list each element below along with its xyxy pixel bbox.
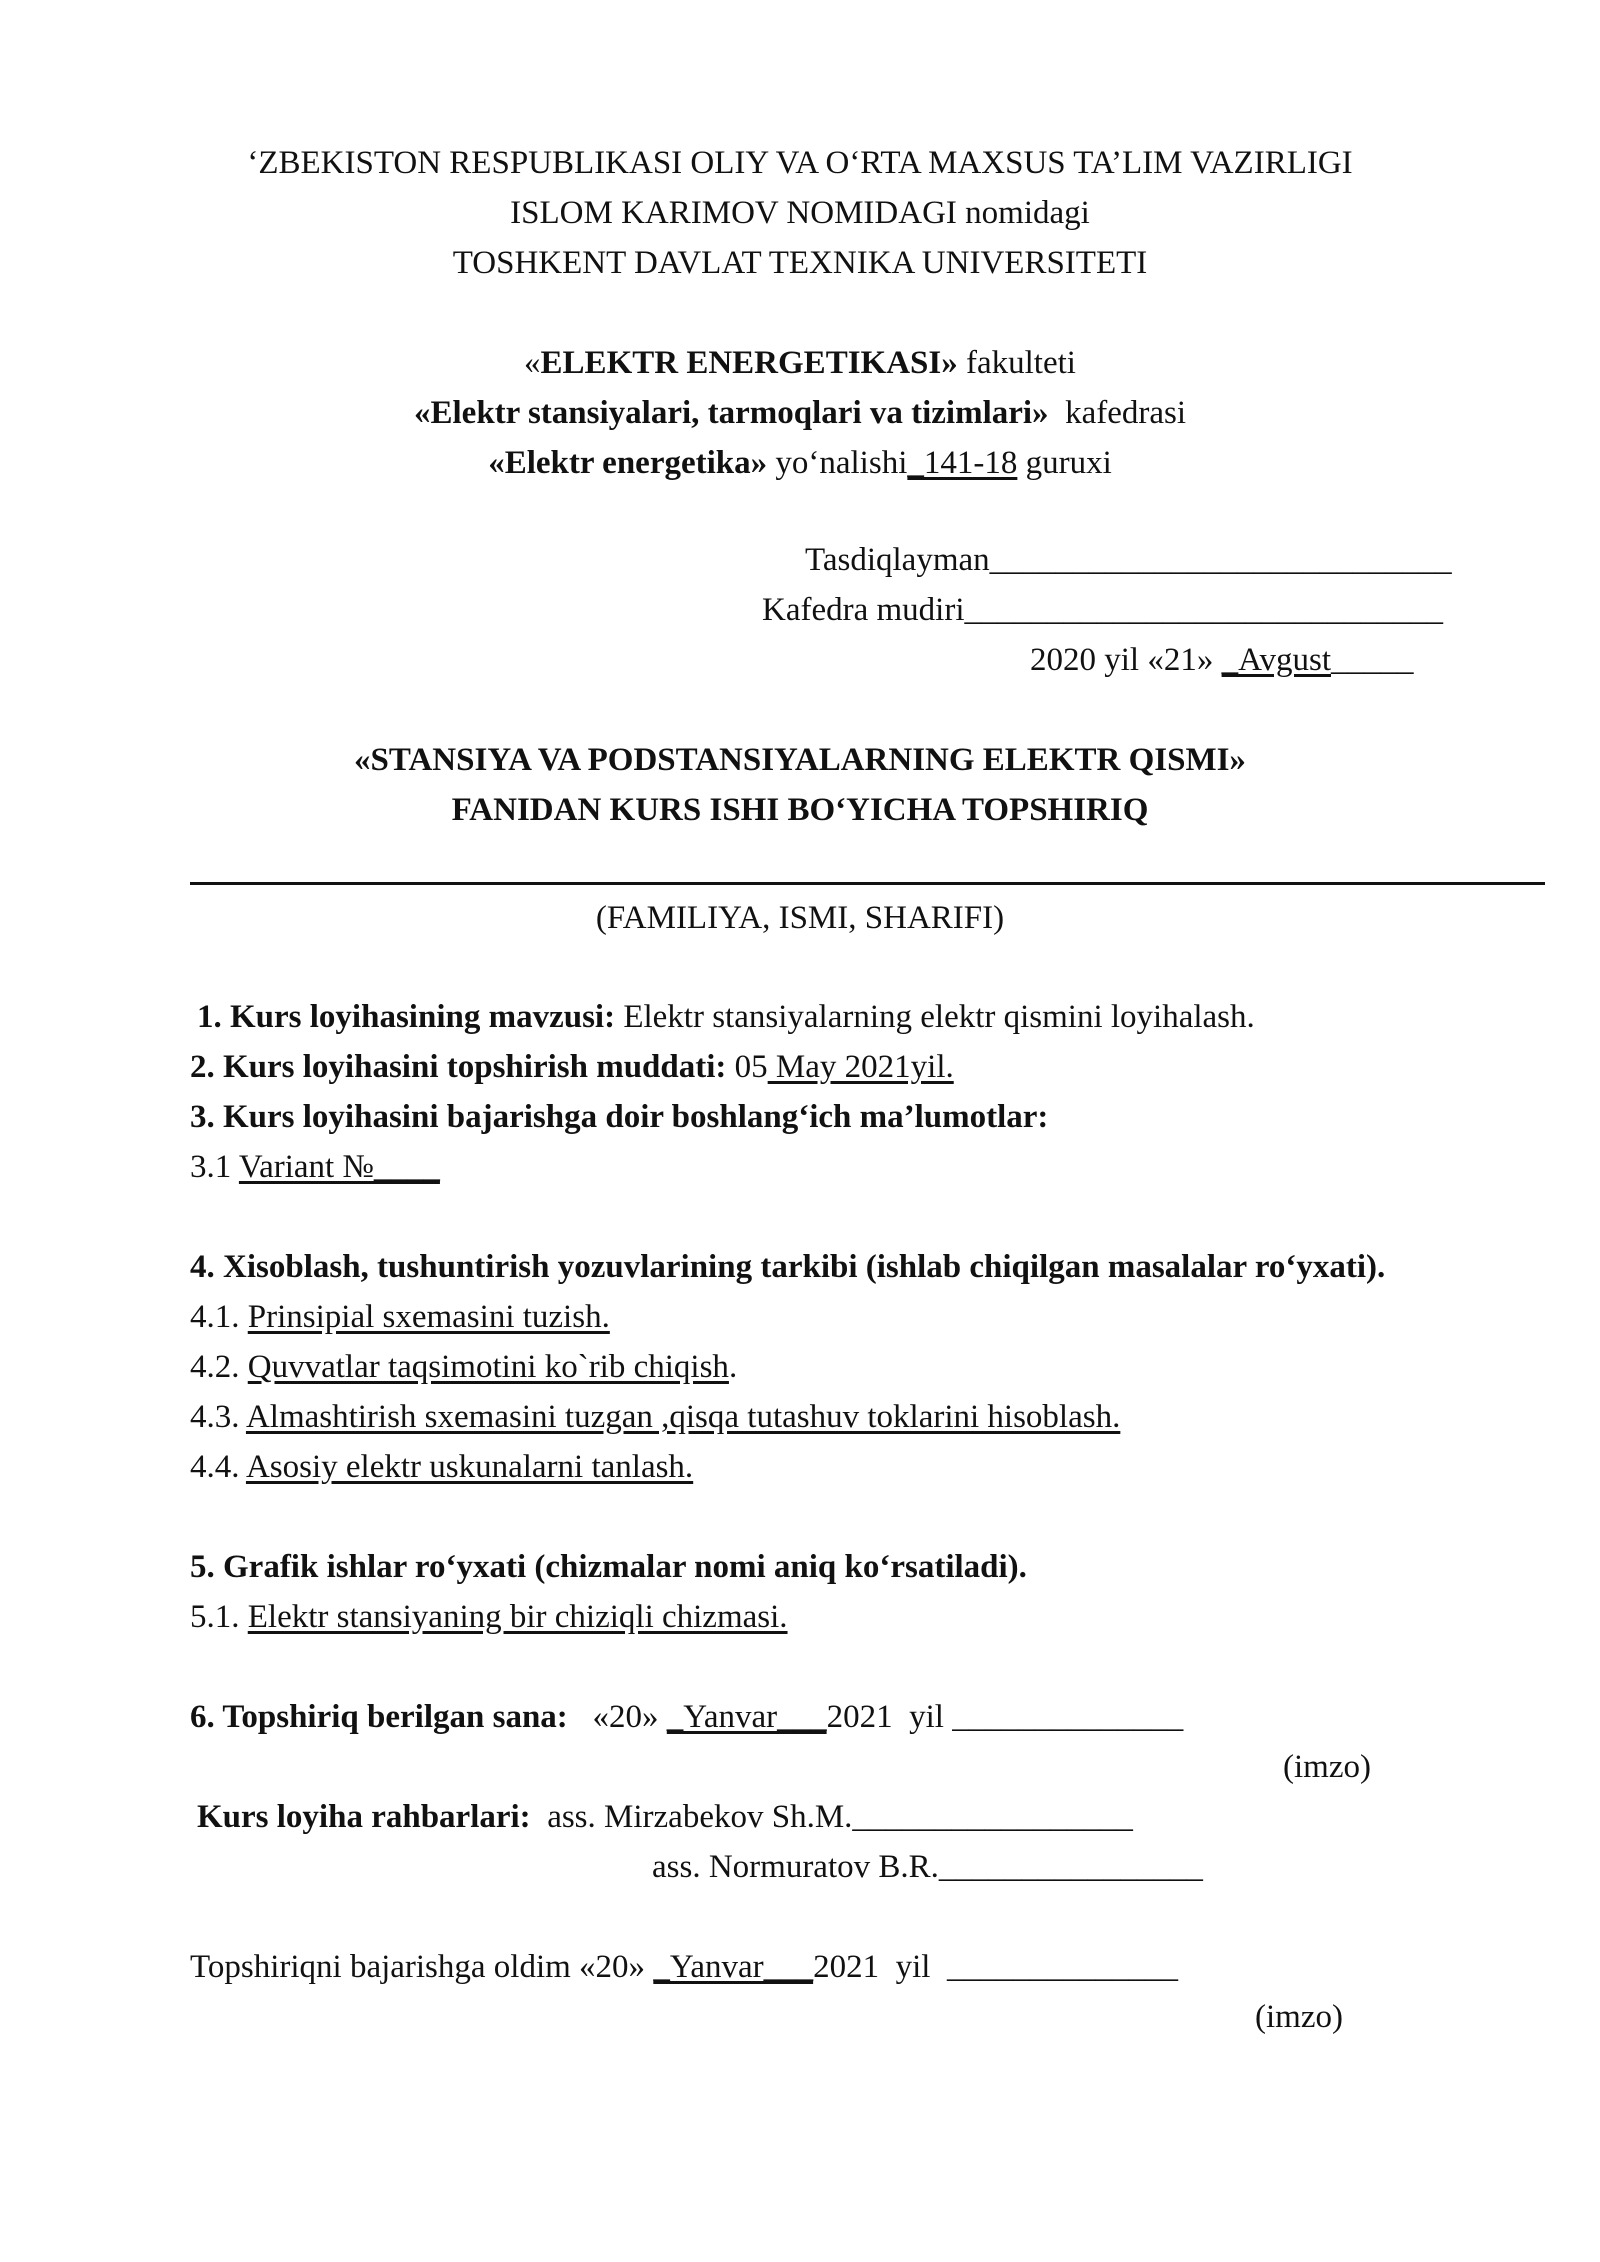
supervisors-label: Kurs loyiha rahbarlari: [197, 1799, 531, 1835]
section-5-1-text: Elektr stansiyaning bir chiziqli chizmasi. [247, 1599, 788, 1635]
approve-label: Tasdiqlayman [805, 542, 990, 578]
section-5-label: 5. Grafik ishlar ro‘yxati (chizmalar nomi aniq ko‘rsatiladi). [190, 1549, 1027, 1585]
head-signature-blank: _____________________________ [964, 592, 1443, 628]
section-6-signature-blank: ______________ [952, 1699, 1184, 1735]
list-item-text: Asosiy elektr uskunalarni tanlash. [245, 1449, 694, 1485]
list-item-number: 4.4. [190, 1449, 246, 1485]
section-2 [190, 1047, 954, 1087]
section-6-month: _Yanvar___ [666, 1699, 827, 1735]
list-item-number: 4.2. [190, 1349, 248, 1385]
approval-date [1030, 640, 1414, 680]
head-label: Kafedra mudiri [762, 592, 965, 628]
supervisor-first: ass. Mirzabekov Sh.M. [530, 1799, 853, 1835]
university-named-after: ISLOM KARIMOV NOMIDAGI nomidagi [510, 195, 1090, 231]
faculty-open-quote: « [524, 345, 541, 381]
supervisor-first-blank: _________________ [852, 1799, 1133, 1835]
acceptance-line [190, 1947, 1178, 1987]
supervisors-line [197, 1797, 1133, 1837]
list-item-text: Quvvatlar taqsimotini ko`rib chiqish [247, 1349, 729, 1385]
approval-date-prefix: 2020 yil «21» [1030, 642, 1222, 678]
section-3-1-number: 3.1 [190, 1149, 239, 1185]
section-3-1 [190, 1147, 440, 1187]
list-item-text: Prinsipial sxemasini tuzish. [247, 1299, 610, 1335]
list-item [190, 1397, 1120, 1437]
section-6-label: 6. Topshiriq berilgan sana: [190, 1699, 568, 1735]
direction-line [0, 443, 1600, 483]
section-6-day: «20» [567, 1699, 667, 1735]
section-2-label: 2. Kurs loyihasini topshirish muddati: [190, 1049, 727, 1085]
list-item-number: 4.1. [190, 1299, 248, 1335]
section-6-signature-caption: (imzo) [1283, 1749, 1371, 1785]
section-5-1-number: 5.1. [190, 1599, 248, 1635]
title-line1-text: «STANSIYA VA PODSTANSIYALARNING ELEKTR QISMI» [354, 742, 1246, 778]
document-title-line1 [0, 740, 1600, 780]
department-name: «Elektr stansiyalari, tarmoqlari va tizimlari» [414, 395, 1049, 431]
approval-date-tail: _____ [1331, 642, 1414, 678]
supervisor-second: ass. Normuratov B.R. [652, 1849, 939, 1885]
section-5 [190, 1547, 1027, 1587]
title-line2-text: FANIDAN KURS ISHI BO‘YICHA TOPSHIRIQ [451, 792, 1149, 828]
department-suffix: kafedrasi [1048, 395, 1186, 431]
section-5-1 [190, 1597, 788, 1637]
faculty-suffix: fakulteti [957, 345, 1076, 381]
faculty-name: ELEKTR ENERGETIKASI» [540, 345, 958, 381]
section-1-value: Elektr stansiyalarning elektr qismini loyihalash. [615, 999, 1255, 1035]
department-line [0, 393, 1600, 433]
student-name-rule [190, 882, 1545, 885]
section-4-label: 4. Xisoblash, tushuntirish yozuvlarining tarkibi (ishlab chiqilgan masalalar ro‘yxati). [190, 1249, 1386, 1285]
group-number: _141-18 [907, 445, 1018, 481]
acceptance-month: _Yanvar___ [653, 1949, 814, 1985]
section-1-label: 1. Kurs loyihasining mavzusi: [197, 999, 616, 1035]
document-title-line2 [0, 790, 1600, 830]
head-of-department-line [762, 590, 1443, 630]
university-name: TOSHKENT DAVLAT TEXNIKA UNIVERSITETI [452, 245, 1148, 281]
acceptance-signature-caption: (imzo) [1255, 1999, 1343, 2035]
direction-suffix: yo‘nalishi [767, 445, 908, 481]
approval-line [805, 540, 1452, 580]
section-4 [190, 1247, 1385, 1287]
section-6 [190, 1697, 1183, 1737]
approve-signature-blank: ____________________________ [989, 542, 1452, 578]
list-item [190, 1347, 737, 1387]
list-item-text: Almashtirish sxemasini tuzgan ,qisqa tutashuv toklarini hisoblash. [245, 1399, 1121, 1435]
list-item [190, 1297, 610, 1337]
student-name-caption: (FAMILIYA, ISMI, SHARIFI) [595, 900, 1005, 936]
acceptance-prefix: Topshiriqni bajarishga oldim «20» [190, 1949, 654, 1985]
section-3 [190, 1097, 1048, 1137]
ministry-heading: ‘ZBEKISTON RESPUBLIKASI OLIY VA O‘RTA MAXSUS TA’LIM VAZIRLIGI [247, 145, 1353, 181]
approval-date-month: _Avgust [1221, 642, 1331, 678]
acceptance-signature-blank: ______________ [946, 1949, 1178, 1985]
acceptance-year: 2021 yil [813, 1949, 947, 1985]
variant-field: Variant №____ [238, 1149, 440, 1185]
supervisor-second-blank: ________________ [938, 1849, 1203, 1885]
group-suffix: guruxi [1017, 445, 1112, 481]
direction-name: «Elektr energetika» [488, 445, 768, 481]
section-6-year: 2021 yil [826, 1699, 953, 1735]
section-3-label: 3. Kurs loyihasini bajarishga doir boshlang‘ich ma’lumotlar: [190, 1099, 1049, 1135]
faculty-line [0, 343, 1600, 383]
supervisor-second-line [652, 1847, 1203, 1887]
list-item [190, 1447, 693, 1487]
section-1 [197, 997, 1255, 1037]
section-2-date: May 2021yil. [767, 1049, 954, 1085]
list-item-tail: . [728, 1349, 738, 1385]
section-2-day: 05 [726, 1049, 768, 1085]
list-item-number: 4.3. [190, 1399, 246, 1435]
